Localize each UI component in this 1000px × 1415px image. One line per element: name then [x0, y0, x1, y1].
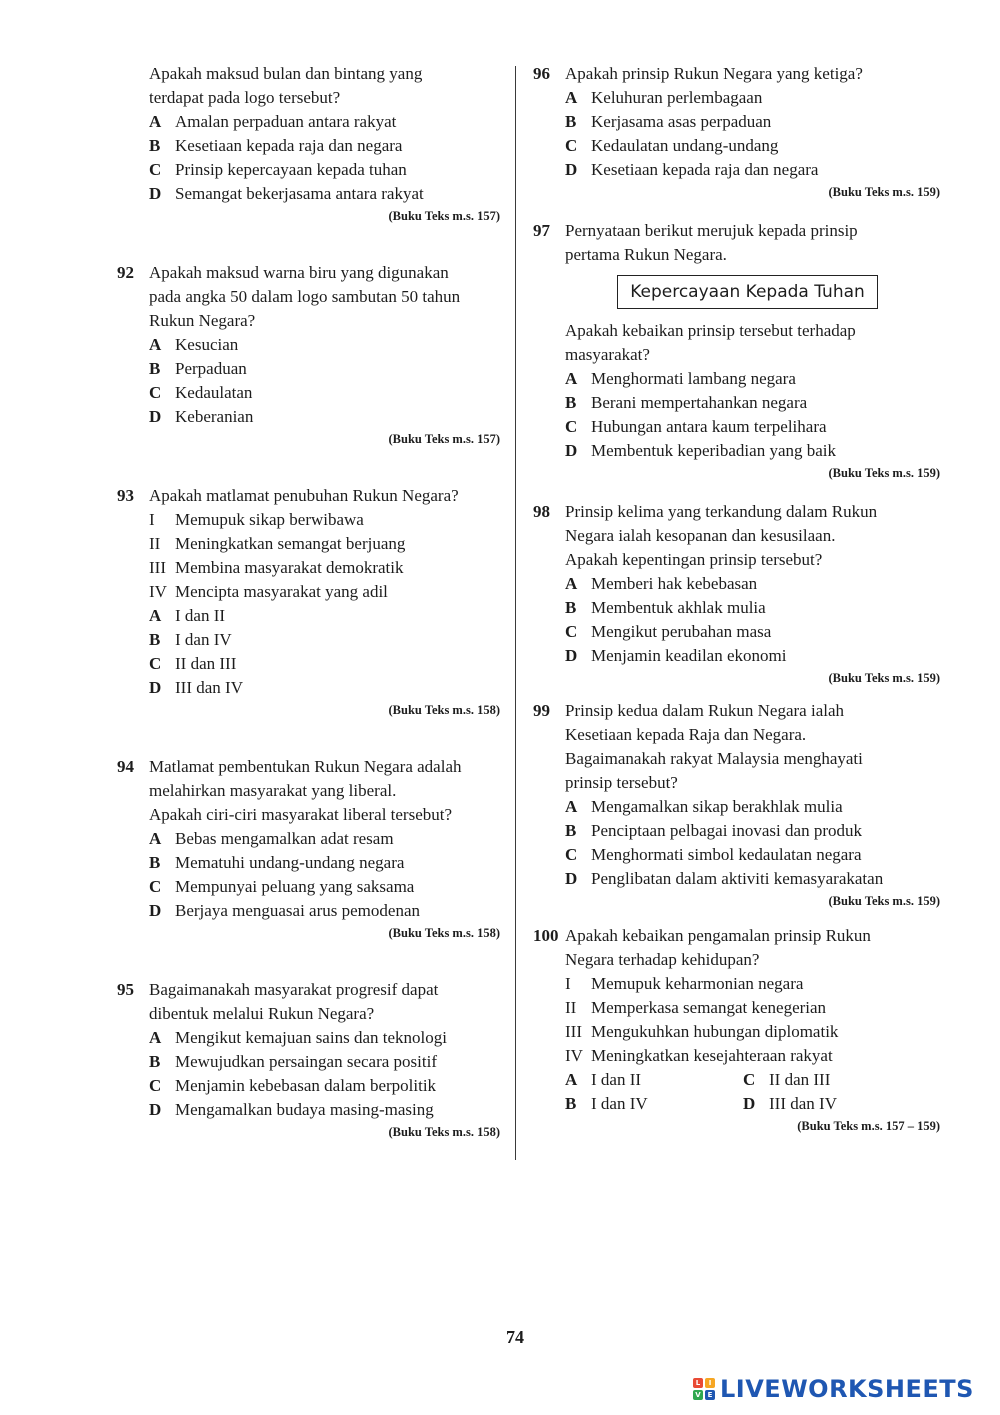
question-93: [117, 484, 500, 719]
option-letter: C: [149, 1076, 162, 1095]
question-stem-line: Prinsip kelima yang terkandung dalam Rukun: [565, 502, 878, 521]
textbook-reference: (Buku Teks m.s. 159): [828, 466, 940, 480]
option-letter: A: [565, 1070, 578, 1089]
option-letter: A: [565, 574, 578, 593]
option-d[interactable]: [149, 899, 500, 923]
option-letter: B: [149, 630, 161, 649]
question-stem-line: Negara ialah kesopanan dan kesusilaan.: [565, 526, 836, 545]
statement-ii: [149, 532, 500, 556]
question-stem-line: Negara terhadap kehidupan?: [565, 950, 760, 969]
option-text: Berani mempertahankan negara: [591, 393, 808, 412]
statement-numeral: II: [565, 998, 577, 1017]
option-letter: A: [149, 606, 162, 625]
option-text: Kesetiaan kepada raja dan negara: [591, 160, 819, 179]
statement-text: Memperkasa semangat kenegerian: [591, 998, 827, 1017]
option-letter: C: [149, 877, 162, 896]
option-letter: B: [149, 359, 161, 378]
option-text: Mempunyai peluang yang saksama: [175, 877, 415, 896]
option-letter: D: [149, 678, 162, 697]
statement-text: Membina masyarakat demokratik: [175, 558, 404, 577]
option-b[interactable]: [565, 1092, 743, 1116]
option-c[interactable]: [149, 381, 500, 405]
option-d[interactable]: [149, 676, 500, 700]
question-stem-line: pertama Rukun Negara.: [565, 245, 727, 264]
option-text: Bebas mengamalkan adat resam: [175, 829, 394, 848]
option-b[interactable]: [565, 391, 940, 415]
option-grid: [565, 1068, 940, 1116]
option-a[interactable]: [149, 333, 500, 357]
option-a[interactable]: [565, 86, 940, 110]
option-text: Kedaulatan: [175, 383, 253, 402]
option-text: I dan II: [591, 1070, 642, 1089]
option-b[interactable]: [149, 134, 500, 158]
option-a[interactable]: [565, 1068, 743, 1092]
statement-iv: [565, 1044, 940, 1068]
question-stem-line: Apakah ciri-ciri masyarakat liberal tersebut?: [149, 805, 453, 824]
option-text: Membentuk keperibadian yang baik: [591, 441, 837, 460]
option-b[interactable]: [149, 851, 500, 875]
option-c[interactable]: [149, 875, 500, 899]
option-text: Keberanian: [175, 407, 254, 426]
statement-iii: [149, 556, 500, 580]
option-d[interactable]: [565, 158, 940, 182]
question-stem-line: pada angka 50 dalam logo sambutan 50 tahun: [149, 287, 461, 306]
statement-i: [565, 972, 940, 996]
option-d[interactable]: [565, 439, 940, 463]
question-stem-line: Kesetiaan kepada Raja dan Negara.: [565, 725, 807, 744]
option-text: I dan IV: [175, 630, 232, 649]
option-text: Memberi hak kebebasan: [591, 574, 758, 593]
question-stem-line: Apakah kebaikan pengamalan prinsip Rukun: [565, 926, 871, 945]
option-letter: A: [149, 112, 162, 131]
brand-name: LIVEWORKSHEETS: [720, 1375, 974, 1403]
option-letter: D: [149, 407, 162, 426]
right-column: [533, 62, 940, 1135]
option-letter: A: [565, 797, 578, 816]
question-stem-line: Apakah matlamat penubuhan Rukun Negara?: [149, 486, 459, 505]
question-100: [533, 924, 940, 1135]
option-text: Kerjasama asas perpaduan: [591, 112, 772, 131]
option-text: Berjaya menguasai arus pemodenan: [175, 901, 420, 920]
textbook-reference: (Buku Teks m.s. 159): [828, 671, 940, 685]
option-text: I dan II: [175, 606, 226, 625]
question-stem-line: terdapat pada logo tersebut?: [149, 88, 341, 107]
textbook-reference: (Buku Teks m.s. 158): [388, 1125, 500, 1139]
option-b[interactable]: [565, 596, 940, 620]
option-text: Penciptaan pelbagai inovasi dan produk: [591, 821, 862, 840]
statement-numeral: III: [565, 1022, 582, 1041]
option-d[interactable]: [565, 867, 940, 891]
question-99: [533, 699, 940, 910]
option-text: Mematuhi undang-undang negara: [175, 853, 405, 872]
textbook-reference: (Buku Teks m.s. 158): [388, 926, 500, 940]
option-text: Membentuk akhlak mulia: [591, 598, 766, 617]
option-a[interactable]: [565, 572, 940, 596]
option-letter: D: [565, 646, 578, 665]
left-column: [117, 62, 500, 1141]
option-letter: A: [565, 369, 578, 388]
option-letter: A: [149, 335, 162, 354]
option-d[interactable]: [149, 405, 500, 429]
option-b[interactable]: [149, 628, 500, 652]
option-text: Perpaduan: [175, 359, 247, 378]
question-stem-line: Bagaimanakah masyarakat progresif dapat: [149, 980, 439, 999]
question-stem-line: Matlamat pembentukan Rukun Negara adalah: [149, 757, 462, 776]
option-c[interactable]: [565, 134, 940, 158]
option-a[interactable]: [565, 367, 940, 391]
question-95: [117, 978, 500, 1141]
option-text: III dan IV: [769, 1094, 837, 1113]
option-b[interactable]: [149, 357, 500, 381]
option-c[interactable]: [565, 415, 940, 439]
option-text: Kedaulatan undang-undang: [591, 136, 779, 155]
statement-numeral: I: [149, 510, 155, 529]
option-text: Hubungan antara kaum terpelihara: [591, 417, 827, 436]
option-d[interactable]: [743, 1092, 940, 1116]
option-letter: D: [565, 869, 578, 888]
option-a[interactable]: [149, 604, 500, 628]
option-letter: B: [565, 393, 577, 412]
option-text: Mewujudkan persaingan secara positif: [175, 1052, 437, 1071]
logo-tile: L: [693, 1378, 703, 1388]
question-number: 100: [533, 926, 559, 945]
option-c[interactable]: [149, 652, 500, 676]
option-text: Mengikut kemajuan sains dan teknologi: [175, 1028, 447, 1047]
question-stem-line: Apakah maksud warna biru yang digunakan: [149, 263, 449, 282]
statement-numeral: III: [149, 558, 166, 577]
option-text: Semangat bekerjasama antara rakyat: [175, 184, 424, 203]
option-text: II dan III: [175, 654, 237, 673]
question-stem-line: masyarakat?: [565, 345, 650, 364]
option-letter: C: [565, 845, 578, 864]
statement-text: Memupuk sikap berwibawa: [175, 510, 364, 529]
textbook-reference: (Buku Teks m.s. 159): [828, 894, 940, 908]
option-text: Keluhuran perlembagaan: [591, 88, 763, 107]
textbook-reference: (Buku Teks m.s. 158): [388, 703, 500, 717]
question-stem-line: Prinsip kedua dalam Rukun Negara ialah: [565, 701, 845, 720]
question-stem-line: melahirkan masyarakat yang liberal.: [149, 781, 397, 800]
option-b[interactable]: [565, 819, 940, 843]
statement-text: Mengukuhkan hubungan diplomatik: [591, 1022, 839, 1041]
option-text: Menjamin kebebasan dalam berpolitik: [175, 1076, 437, 1095]
question-number: 99: [533, 701, 550, 720]
logo-tile: E: [705, 1390, 715, 1400]
option-b[interactable]: [565, 110, 940, 134]
option-d[interactable]: [149, 182, 500, 206]
option-letter: D: [149, 901, 162, 920]
question-stem-line: Apakah prinsip Rukun Negara yang ketiga?: [565, 64, 863, 83]
option-d[interactable]: [149, 1098, 500, 1122]
question-stem-line: Bagaimanakah rakyat Malaysia menghayati: [565, 749, 863, 768]
statement-numeral: IV: [149, 582, 167, 601]
option-letter: B: [149, 853, 161, 872]
liveworksheets-logo-icon: [693, 1378, 715, 1400]
option-text: II dan III: [769, 1070, 831, 1089]
option-b[interactable]: [149, 1050, 500, 1074]
option-letter: D: [743, 1094, 756, 1113]
option-letter: B: [565, 821, 577, 840]
option-text: Amalan perpaduan antara rakyat: [175, 112, 397, 131]
question-94: [117, 755, 500, 942]
question-number: 95: [117, 980, 134, 999]
option-letter: C: [743, 1070, 756, 1089]
option-letter: D: [565, 441, 578, 460]
option-c[interactable]: [149, 1074, 500, 1098]
option-letter: C: [565, 417, 578, 436]
column-divider: [515, 66, 516, 1160]
option-letter: B: [149, 136, 161, 155]
option-text: Kesetiaan kepada raja dan negara: [175, 136, 403, 155]
option-letter: D: [149, 1100, 162, 1119]
option-letter: C: [565, 136, 578, 155]
option-letter: D: [149, 184, 162, 203]
statement-numeral: I: [565, 974, 571, 993]
option-a[interactable]: [149, 827, 500, 851]
textbook-reference: (Buku Teks m.s. 157): [388, 432, 500, 446]
logo-tile: I: [705, 1378, 715, 1388]
statement-text: Meningkatkan semangat berjuang: [175, 534, 406, 553]
option-letter: C: [149, 654, 162, 673]
logo-tile: V: [693, 1390, 703, 1400]
question-92: [117, 261, 500, 448]
page-number: 74: [506, 1327, 524, 1347]
option-text: III dan IV: [175, 678, 243, 697]
question-number: 96: [533, 64, 550, 83]
statement-iv: [149, 580, 500, 604]
option-a[interactable]: [149, 110, 500, 134]
option-a[interactable]: [565, 795, 940, 819]
option-letter: C: [149, 160, 162, 179]
statement-ii: [565, 996, 940, 1020]
option-letter: A: [149, 829, 162, 848]
option-text: Kesucian: [175, 335, 239, 354]
option-letter: B: [149, 1052, 161, 1071]
question-stem-line: Pernyataan berikut merujuk kepada prinsip: [565, 221, 858, 240]
option-text: Menghormati lambang negara: [591, 369, 796, 388]
question-number: 97: [533, 221, 550, 240]
statement-numeral: II: [149, 534, 161, 553]
option-text: Mengamalkan sikap berakhlak mulia: [591, 797, 843, 816]
option-letter: A: [565, 88, 578, 107]
option-text: Mengikut perubahan masa: [591, 622, 772, 641]
option-letter: D: [565, 160, 578, 179]
option-letter: C: [149, 383, 162, 402]
option-text: Menghormati simbol kedaulatan negara: [591, 845, 862, 864]
textbook-reference: (Buku Teks m.s. 157): [388, 209, 500, 223]
option-letter: B: [565, 112, 577, 131]
option-letter: C: [565, 622, 578, 641]
question-number: 94: [117, 757, 134, 776]
question-stem-line: prinsip tersebut?: [565, 773, 678, 792]
option-c[interactable]: [743, 1068, 940, 1092]
option-letter: B: [565, 1094, 577, 1113]
statement-text: Memupuk keharmonian negara: [591, 974, 804, 993]
statement-text: Mencipta masyarakat yang adil: [175, 582, 388, 601]
question-stem-line: Apakah maksud bulan dan bintang yang: [149, 64, 423, 83]
option-c[interactable]: [565, 843, 940, 867]
textbook-reference: (Buku Teks m.s. 157 – 159): [797, 1119, 940, 1133]
option-letter: A: [149, 1028, 162, 1047]
statement-iii: [565, 1020, 940, 1044]
option-letter: B: [565, 598, 577, 617]
question-97: [533, 219, 940, 482]
question-98: [533, 500, 940, 687]
statement-text: Meningkatkan kesejahteraan rakyat: [591, 1046, 833, 1065]
option-text: Prinsip kepercayaan kepada tuhan: [175, 160, 407, 179]
option-text: Menjamin keadilan ekonomi: [591, 646, 787, 665]
option-text: Penglibatan dalam aktiviti kemasyarakatan: [591, 869, 884, 888]
option-a[interactable]: [149, 1026, 500, 1050]
statement-numeral: IV: [565, 1046, 583, 1065]
principle-box: Kepercayaan Kepada Tuhan: [617, 275, 878, 309]
question-96: [533, 62, 940, 201]
question-number: 92: [117, 263, 134, 282]
question-stem-line: Rukun Negara?: [149, 311, 256, 330]
statement-i: [149, 508, 500, 532]
question-stem-line: Apakah kepentingan prinsip tersebut?: [565, 550, 823, 569]
question-stem-line: Apakah kebaikan prinsip tersebut terhadap: [565, 321, 856, 340]
option-d[interactable]: [565, 644, 940, 668]
question-91-continued: [117, 62, 500, 225]
option-c[interactable]: [149, 158, 500, 182]
question-number: 93: [117, 486, 134, 505]
option-text: I dan IV: [591, 1094, 648, 1113]
textbook-reference: (Buku Teks m.s. 159): [828, 185, 940, 199]
option-c[interactable]: [565, 620, 940, 644]
option-text: Mengamalkan budaya masing-masing: [175, 1100, 434, 1119]
liveworksheets-brand[interactable]: [693, 1375, 974, 1403]
question-number: 98: [533, 502, 550, 521]
question-stem-line: dibentuk melalui Rukun Negara?: [149, 1004, 375, 1023]
